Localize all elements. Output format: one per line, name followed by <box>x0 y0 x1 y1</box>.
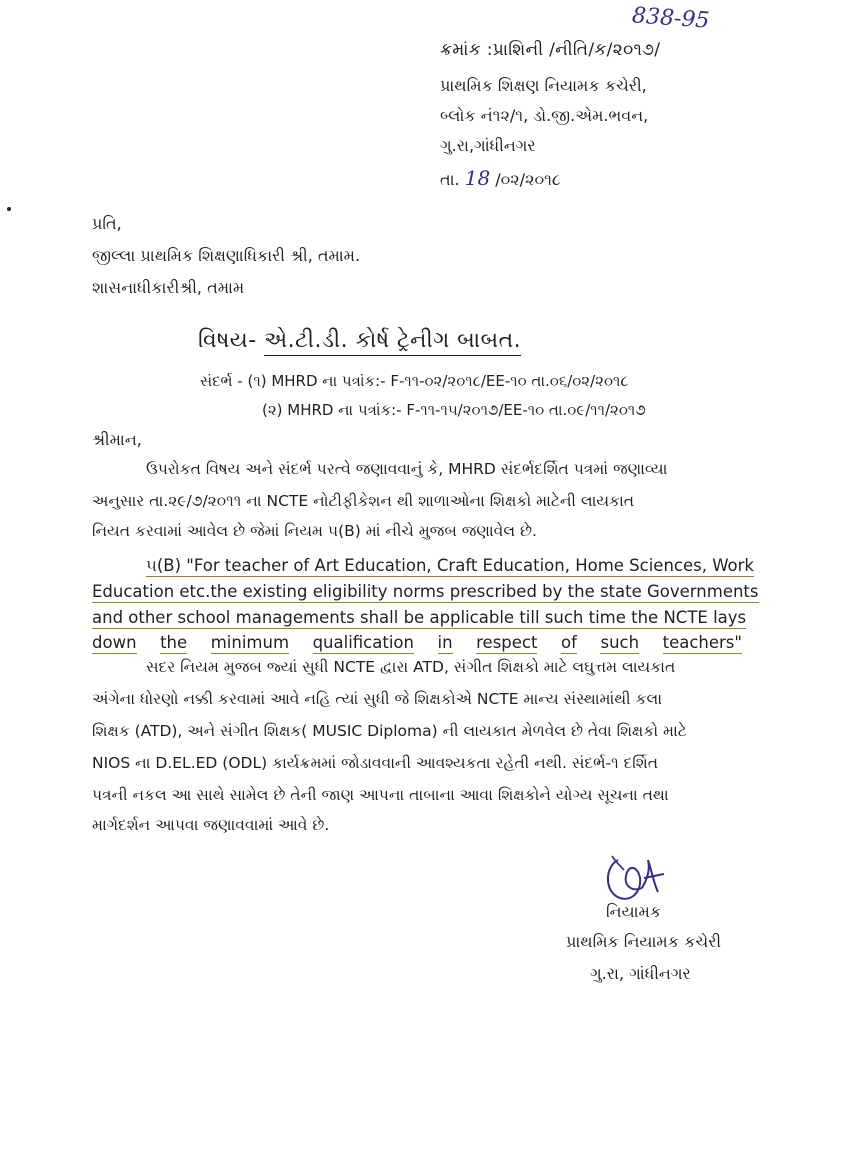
header-ref-number: ક્રમાંક :પ્રાશિની /નીતિ/ક/૨૦૧૭/ <box>440 40 661 60</box>
quote-word: such <box>600 633 640 652</box>
para2-line-3: શિક્ષક (ATD), અને સંગીત શિક્ષક( MUSIC Diploma) ની લાયકાત મેળવેલ છે તેવા શિક્ષકો માટે <box>92 722 687 740</box>
para1-line-1: ઉપરોકત વિષય અને સંદર્ભ પરત્વે જણાવવાનું કે, MHRD સંદર્ભદર્શિત પત્રમાં જણાવ્યા <box>146 460 668 478</box>
quote-line-1 <box>146 556 754 576</box>
signature-office: પ્રાથમિક નિયામક કચેરી <box>566 932 722 951</box>
quote-word: of <box>561 633 577 652</box>
quote-line-2-text: Education etc.the existing eligibility norms prescribed by the state Governments <box>92 582 759 601</box>
quote-line-2 <box>92 582 759 601</box>
header-city: ગુ.રા,ગાંધીનગર <box>440 136 536 155</box>
para2-line-4: NIOS ના D.EL.ED (ODL) કાર્યક્રમમાં જોડાવવાની આવશ્યકતા રહેતી નથી. સંદર્ભ-૧ દર્શિત <box>92 754 659 772</box>
quote-word: qualification <box>312 633 414 652</box>
para2-line-5: પત્રની નકલ આ સાથે સામેલ છે તેની જાણ આપના તાબાના આવા શિક્ષકોને યોગ્ય સૂચના તથા <box>92 786 669 804</box>
quote-word: down <box>92 633 137 652</box>
reference-label: સંદર્ભ - <box>200 372 243 390</box>
quote-word: teachers" <box>662 633 742 652</box>
para2-line-1: સદર નિયમ મુજબ જ્યાં સુધી NCTE દ્વારા ATD, સંગીત શિક્ષકો માટે લઘુત્તમ લાયકાત <box>146 658 676 676</box>
salutation: શ્રીમાન, <box>92 430 142 449</box>
subject-text: એ.ટી.ડી. કોર્ષ ટ્રેનીગ બાબત. <box>264 328 521 356</box>
date-prefix: તા. <box>440 170 460 189</box>
para1-line-2: અનુસાર તા.૨૯/૭/૨૦૧૧ ના NCTE નોટીફીકેશન થી શાળાઓના શિક્ષકો માટેની લાયકાત <box>92 492 635 510</box>
quote-word: minimum <box>210 633 290 652</box>
quote-word: in <box>437 633 453 652</box>
recipient-line-1: જીલ્લા પ્રાથમિક શિક્ષણાધિકારી શ્રી, તમામ. <box>92 246 361 265</box>
para1-line-3: નિયત કરવામાં આવેલ છે જેમાં નિયમ ૫(B) માં નીચે મુજબ જણાવેલ છે. <box>92 522 537 540</box>
reference-1-text: (૧) MHRD ના પત્રાંક:- F-૧૧-૦૨/૨૦૧૮/EE-૧૦ તા.૦૬/૦૨/૨૦૧૮ <box>247 372 629 390</box>
recipient-line-2: શાસનાધીકારીશ્રી, તમામ <box>92 278 245 297</box>
signature-title: નિયામક <box>606 902 662 921</box>
handwritten-file-number: 838-95 <box>631 3 711 34</box>
header-block: બ્લોક નં૧૨/૧, ડો.જી.એમ.ભવન, <box>440 106 649 125</box>
subject-line <box>198 328 521 353</box>
quote-word: respect <box>476 633 538 652</box>
quote-word: the <box>160 633 188 652</box>
subject-label: વિષય- <box>198 328 257 353</box>
recipient-prati: પ્રતિ, <box>92 214 122 233</box>
header-office: પ્રાથમિક શિક્ષણ નિયામક કચેરી, <box>440 76 647 95</box>
date-suffix: /૦૨/૨૦૧૮ <box>495 170 561 189</box>
quote-line-3 <box>92 608 746 627</box>
quote-line-3-text: and other school managements shall be applicable till such time the NCTE lays <box>92 608 747 627</box>
reference-2: (૨) MHRD ના પત્રાંક:- F-૧૧-૧૫/૨૦૧૭/EE-૧૦ તા.૦૯/૧૧/૨૦૧૭ <box>262 401 646 419</box>
para2-line-2: અંગેના ધોરણો નક્કી કરવામાં આવે નહિ ત્યાં સુધી જે શિક્ષકોએ NCTE માન્ય સંસ્થામાંથી કલા <box>92 690 662 708</box>
stray-dot <box>7 207 11 211</box>
reference-1 <box>200 372 629 390</box>
signature-city: ગુ.રા, ગાંધીનગર <box>590 964 691 983</box>
quote-line-1-text: ૫(B) "For teacher of Art Education, Craft Education, Home Sciences, Work <box>146 556 754 575</box>
signature-scribble <box>598 848 678 910</box>
header-date <box>440 166 561 190</box>
date-handwritten-day: 18 <box>464 166 491 190</box>
quote-line-4 <box>92 633 742 654</box>
para2-line-6: માર્ગદર્શન આપવા જણાવવામાં આવે છે. <box>92 816 330 834</box>
